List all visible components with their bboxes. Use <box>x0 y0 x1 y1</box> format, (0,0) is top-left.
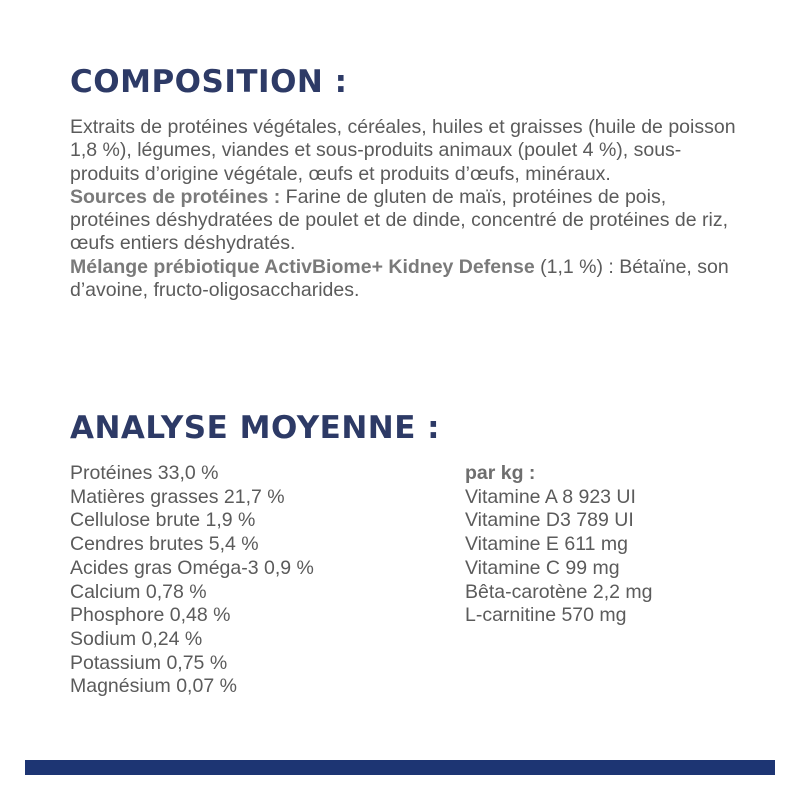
analyse-item: Acides gras Oméga-3 0,9 % <box>70 556 314 579</box>
vitamin-item: L-carnitine 570 mg <box>465 604 627 627</box>
analyse-item: Sodium 0,24 % <box>70 627 203 650</box>
protein-sources-label: Sources de protéines : <box>70 185 281 208</box>
analyse-item: Magnésium 0,07 % <box>70 675 237 698</box>
analyse-heading: ANALYSE MOYENNE : <box>70 410 441 446</box>
prebiotic-paragraph <box>70 256 750 303</box>
composition-text <box>70 116 750 302</box>
analyse-list <box>70 462 314 699</box>
vitamin-item: Vitamine C 99 mg <box>465 556 620 579</box>
analyse-item: Calcium 0,78 % <box>70 580 207 603</box>
vitamin-item: Vitamine E 611 mg <box>465 533 628 556</box>
analyse-item: Matières grasses 21,7 % <box>70 485 285 508</box>
analyse-item: Cellulose brute 1,9 % <box>70 509 256 532</box>
analyse-item: Potassium 0,75 % <box>70 651 228 674</box>
vitamin-item: Bêta-carotène 2,2 mg <box>465 580 653 603</box>
per-kg-label: par kg : <box>465 462 536 484</box>
footer-bar <box>25 760 775 775</box>
ingredients-paragraph: Extraits de protéines végétales, céréales, huiles et graisses (huile de poisson 1,8 %), légumes, viandes et sous-produits animaux (poulet 4 %), sous-produits d’origine végétale, œufs et produits d’œufs, minéraux. <box>70 116 736 185</box>
protein-sources-text: Farine de gluten de maïs, protéines de pois, protéines déshydratées de poulet et de dinde, concentré de protéines de riz, œufs entiers déshydratés. <box>70 185 729 255</box>
vitamin-list <box>465 462 653 628</box>
prebiotic-label: Mélange prébiotique ActivBiome+ Kidney Defense <box>70 255 535 278</box>
prebiotic-text: (1,1 %) : Bétaïne, son d’avoine, fructo-oligosaccharides. <box>70 255 729 302</box>
analyse-item: Protéines 33,0 % <box>70 462 219 484</box>
protein-sources-paragraph <box>70 186 750 256</box>
analyse-item: Phosphore 0,48 % <box>70 604 231 627</box>
analyse-item: Cendres brutes 5,4 % <box>70 533 259 556</box>
vitamin-item: Vitamine D3 789 UI <box>465 509 634 532</box>
composition-heading: COMPOSITION : <box>70 64 348 100</box>
vitamin-item: Vitamine A 8 923 UI <box>465 485 636 508</box>
